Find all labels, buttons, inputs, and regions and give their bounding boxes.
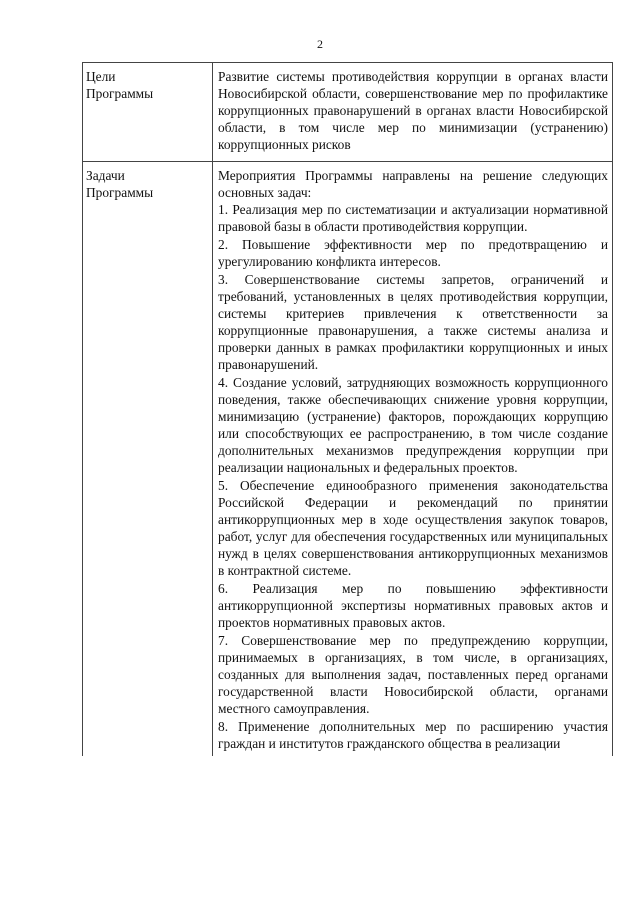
goals-text: Развитие системы противодействия коррупции в органах власти Новосибирской области, совершенствование мер по профилактике коррупционных правонарушений в органах власти Новосибирской области, в том числе мер по минимизации (устранению) коррупционных рисков <box>218 69 608 152</box>
task-item-2: 2. Повышение эффективности мер по предотвращению и урегулированию конфликта интересов. <box>218 237 608 269</box>
task-item-4: 4. Создание условий, затрудняющих возможность коррупционного поведения, также обеспечивающих снижение уровня коррупции, минимизацию (устранение) факторов, порождающих коррупцию или способствующих ее распространению, в том числе создание дополнительных механизмов предупреждения коррупции при реализации национальных и федеральных проектов. <box>218 375 608 475</box>
goals-content-cell <box>213 63 613 162</box>
task-item-5: 5. Обеспечение единообразного применения законодательства Российской Федерации и рекомендаций по принятии антикоррупционных мер в ходе осуществления закупок товаров, работ, услуг для обеспечения государственных или муниципальных нужд в целях совершенствования антикоррупционных механизмов в контрактной системе. <box>218 478 608 578</box>
program-passport-table <box>82 62 613 756</box>
tasks-intro: Мероприятия Программы направлены на решение следующих основных задач: <box>218 168 608 200</box>
tasks-content-cell <box>213 162 613 757</box>
goals-label-line1: Цели <box>86 69 116 84</box>
task-item-6: 6. Реализация мер по повышению эффективности антикоррупционной экспертизы нормативных правовых актов и проектов нормативных правовых актов. <box>218 581 608 630</box>
task-item-1: 1. Реализация мер по систематизации и актуализации нормативной правовой базы в области противодействия коррупции. <box>218 202 608 234</box>
table-row-goals <box>83 63 613 162</box>
tasks-label-line2: Программы <box>86 185 154 200</box>
task-item-3: 3. Совершенствование системы запретов, ограничений и требований, установленных в целях противодействия коррупции, системы критериев привлечения к ответственности за коррупционные правонарушения, а также системы анализа и проверки данных в рамках профилактики коррупционных и иных правонарушений. <box>218 272 608 372</box>
page-number: 2 <box>317 37 323 51</box>
goals-label-cell <box>83 63 213 162</box>
task-item-8: 8. Применение дополнительных мер по расширению участия граждан и институтов гражданского общества в реализации <box>218 719 608 751</box>
goals-label-line2: Программы <box>86 86 154 101</box>
tasks-label-line1: Задачи <box>86 168 125 183</box>
table-row-tasks <box>83 162 613 757</box>
tasks-label-cell <box>83 162 213 757</box>
task-item-7: 7. Совершенствование мер по предупреждению коррупции, принимаемых в организациях, в том числе, в организациях, созданных для выполнения задач, поставленных перед органами государственной власти Новосибирской области, органами местного самоуправления. <box>218 633 608 716</box>
